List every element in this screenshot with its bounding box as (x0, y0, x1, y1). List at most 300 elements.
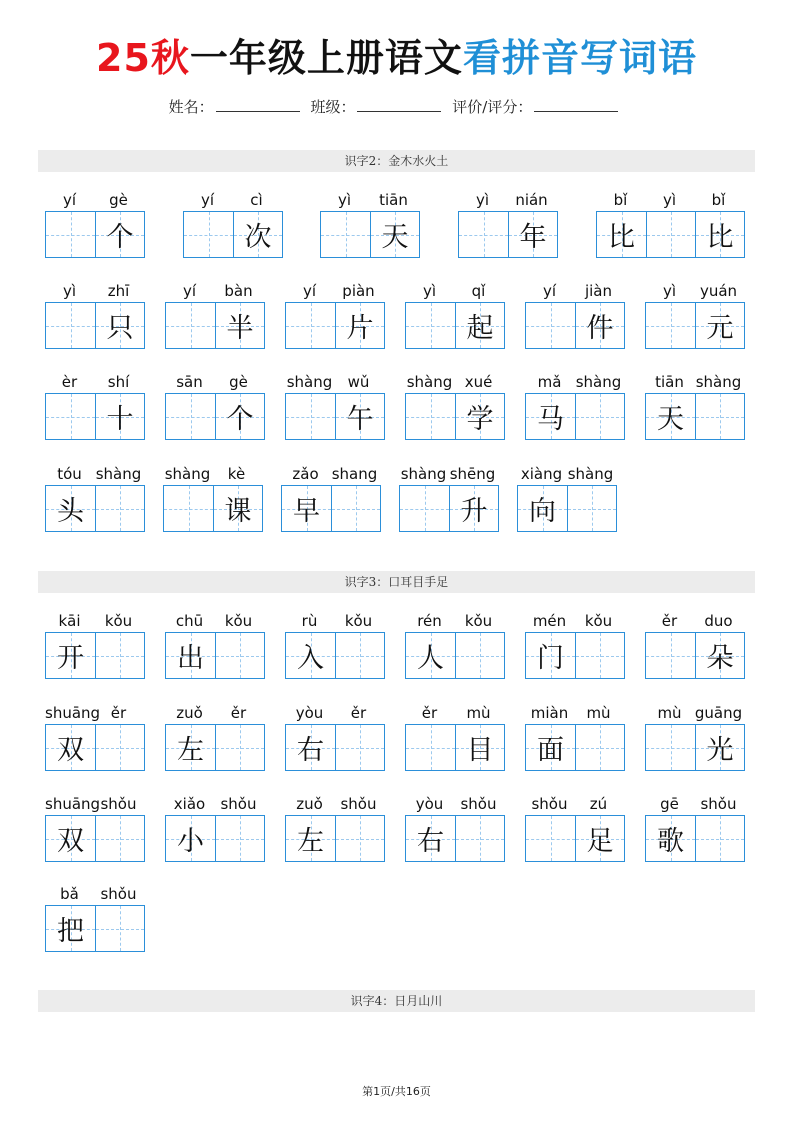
char-cell-blank[interactable] (215, 816, 264, 861)
char-cell-filled (597, 212, 646, 257)
word-item (525, 371, 625, 440)
char-cell-blank[interactable] (406, 725, 455, 770)
char-cell-filled (526, 394, 575, 439)
word-item (45, 371, 145, 440)
pinyin-syllable: zú (589, 795, 608, 813)
tianzige-boxes (163, 485, 263, 532)
char-cell-filled (518, 486, 567, 531)
pinyin-row (525, 793, 625, 815)
pinyin-syllable: kǒu (464, 612, 493, 630)
hanzi-char: 右 (417, 826, 444, 857)
pinyin-row (281, 463, 381, 485)
pinyin-row (525, 610, 625, 632)
pinyin-row (165, 793, 265, 815)
pinyin-syllable: bàn (224, 282, 253, 300)
char-cell-filled (575, 303, 624, 348)
pinyin-syllable: nián (515, 191, 548, 209)
pinyin-syllable: yuán (699, 282, 738, 300)
char-cell-blank[interactable] (695, 816, 744, 861)
score-label: 评价/评分： (452, 98, 533, 116)
tianzige-boxes (320, 211, 420, 258)
char-cell-filled (406, 633, 455, 678)
pinyin-syllable: rù (301, 612, 318, 630)
hanzi-char: 足 (586, 826, 614, 857)
char-cell-filled (646, 394, 695, 439)
tianzige-boxes (285, 393, 385, 440)
char-cell-blank[interactable] (646, 212, 695, 257)
char-cell-blank[interactable] (575, 394, 624, 439)
pinyin-syllable: bǐ (613, 191, 628, 209)
pinyin-syllable: bǎ (60, 885, 79, 903)
hanzi-char: 出 (177, 643, 204, 674)
hanzi-char: 门 (537, 643, 564, 674)
char-cell-blank[interactable] (164, 486, 213, 531)
pinyin-syllable: gè (109, 191, 128, 209)
pinyin-syllable: ěr (350, 704, 367, 722)
pinyin-syllable: rén (417, 612, 442, 630)
hanzi-char: 起 (466, 313, 494, 344)
tianzige-boxes (517, 485, 617, 532)
tianzige-boxes (285, 815, 385, 862)
tianzige-boxes (596, 211, 745, 258)
char-cell-filled (166, 816, 215, 861)
word-item (285, 280, 385, 349)
pinyin-syllable: èr (61, 373, 78, 391)
char-cell-blank[interactable] (166, 394, 215, 439)
char-cell-filled (215, 303, 264, 348)
tianzige-boxes (645, 393, 745, 440)
pinyin-row (596, 189, 745, 211)
pinyin-row (45, 793, 145, 815)
hanzi-char: 头 (57, 496, 84, 527)
title-term: 25秋 (96, 36, 190, 80)
pinyin-row (45, 280, 145, 302)
tianzige-boxes (525, 724, 625, 771)
char-cell-filled (575, 816, 624, 861)
word-item (399, 463, 499, 532)
hanzi-char: 午 (346, 404, 374, 435)
word-item (645, 702, 745, 771)
char-cell-blank[interactable] (400, 486, 449, 531)
pinyin-row (645, 702, 745, 724)
pinyin-syllable: bǐ (711, 191, 726, 209)
char-cell-filled (46, 633, 95, 678)
char-cell-filled (46, 906, 95, 951)
pinyin-syllable: shang (331, 465, 378, 483)
char-cell-filled (455, 303, 504, 348)
word-item (285, 793, 385, 862)
char-cell-blank[interactable] (184, 212, 233, 257)
pinyin-syllable: yòu (415, 795, 444, 813)
pinyin-row (320, 189, 420, 211)
pinyin-syllable: yòu (295, 704, 324, 722)
tianzige-boxes (45, 485, 145, 532)
word-item (281, 463, 381, 532)
tianzige-boxes (525, 815, 625, 862)
word-item (45, 610, 145, 679)
tianzige-boxes (405, 393, 505, 440)
word-item (645, 793, 745, 862)
hanzi-char: 左 (297, 826, 324, 857)
pinyin-syllable: xiǎo (173, 795, 206, 813)
hanzi-char: 件 (586, 313, 614, 344)
word-item (405, 371, 505, 440)
pinyin-row (165, 702, 265, 724)
tianzige-boxes (405, 724, 505, 771)
pinyin-syllable: wǔ (347, 373, 370, 391)
tianzige-boxes (405, 632, 505, 679)
word-item (285, 610, 385, 679)
char-cell-blank[interactable] (567, 486, 616, 531)
tianzige-boxes (525, 632, 625, 679)
pinyin-row (183, 189, 283, 211)
char-cell-blank[interactable] (95, 816, 144, 861)
tianzige-boxes (458, 211, 558, 258)
word-item (45, 189, 145, 258)
hanzi-char: 歌 (657, 826, 684, 857)
char-cell-filled (286, 725, 335, 770)
word-item (405, 702, 505, 771)
tianzige-boxes (165, 815, 265, 862)
pinyin-syllable: zhī (107, 282, 130, 300)
pinyin-row (405, 793, 505, 815)
pinyin-syllable: zuǒ (176, 704, 203, 722)
tianzige-boxes (645, 815, 745, 862)
char-cell-blank[interactable] (46, 212, 95, 257)
tianzige-boxes (45, 302, 145, 349)
char-cell-blank[interactable] (526, 816, 575, 861)
tianzige-boxes (645, 302, 745, 349)
char-cell-filled (335, 303, 384, 348)
pinyin-syllable: mén (532, 612, 567, 630)
hanzi-char: 个 (226, 404, 254, 435)
pinyin-syllable: yì (62, 282, 77, 300)
tianzige-boxes (645, 724, 745, 771)
char-cell-blank[interactable] (646, 633, 695, 678)
name-blank[interactable] (216, 97, 300, 112)
pinyin-syllable: sān (176, 373, 203, 391)
pinyin-syllable: kè (227, 465, 246, 483)
hanzi-char: 年 (519, 222, 547, 253)
char-cell-filled (526, 633, 575, 678)
pinyin-syllable: shǒu (220, 795, 257, 813)
hanzi-char: 人 (417, 643, 444, 674)
pinyin-syllable: shǒu (460, 795, 497, 813)
word-item (45, 793, 145, 862)
title-topic: 看拼音写词语 (462, 36, 697, 80)
tianzige-boxes (45, 815, 145, 862)
class-label: 班级： (310, 98, 356, 116)
char-cell-blank[interactable] (646, 303, 695, 348)
hanzi-char: 双 (57, 735, 84, 766)
name-label: 姓名： (168, 98, 214, 116)
pinyin-syllable: mù (466, 704, 491, 722)
hanzi-char: 个 (106, 222, 134, 253)
pinyin-syllable: yí (542, 282, 557, 300)
word-item (517, 463, 617, 532)
char-cell-filled (166, 725, 215, 770)
word-item (183, 189, 283, 258)
char-cell-blank[interactable] (95, 906, 144, 951)
word-item (405, 280, 505, 349)
pinyin-row (645, 793, 745, 815)
pinyin-syllable: yí (62, 191, 77, 209)
page-title (0, 30, 793, 86)
pinyin-syllable: chū (175, 612, 204, 630)
tianzige-boxes (165, 393, 265, 440)
pinyin-syllable: shǒu (100, 885, 137, 903)
hanzi-char: 马 (537, 404, 564, 435)
pinyin-syllable: shuāng (45, 795, 101, 813)
char-cell-blank[interactable] (166, 303, 215, 348)
pinyin-row (285, 793, 385, 815)
pinyin-syllable: mù (657, 704, 682, 722)
page-footer: 第1页/共16页 (362, 1085, 431, 1098)
pinyin-syllable: guāng (694, 704, 743, 722)
hanzi-char: 把 (57, 916, 84, 947)
word-item (458, 189, 558, 258)
pinyin-syllable: shǒu (700, 795, 737, 813)
char-cell-filled (406, 816, 455, 861)
pinyin-syllable: yì (662, 191, 677, 209)
word-item (165, 280, 265, 349)
pinyin-syllable: shuāng (45, 704, 101, 722)
word-item (45, 883, 145, 952)
word-item (285, 371, 385, 440)
word-item (405, 610, 505, 679)
char-cell-blank[interactable] (335, 725, 384, 770)
tianzige-boxes (165, 302, 265, 349)
char-cell-filled (286, 816, 335, 861)
char-cell-filled (95, 303, 144, 348)
hanzi-char: 开 (57, 643, 84, 674)
pinyin-syllable: ěr (421, 704, 438, 722)
hanzi-char: 只 (106, 313, 134, 344)
char-cell-filled (526, 725, 575, 770)
char-cell-blank[interactable] (286, 394, 335, 439)
pinyin-syllable: yì (337, 191, 352, 209)
pinyin-row (405, 702, 505, 724)
hanzi-char: 左 (177, 735, 204, 766)
char-cell-blank[interactable] (95, 633, 144, 678)
pinyin-syllable: shēng (449, 465, 496, 483)
char-cell-filled (449, 486, 498, 531)
pinyin-row (405, 610, 505, 632)
pinyin-syllable: miàn (530, 704, 569, 722)
tianzige-boxes (45, 724, 145, 771)
pinyin-row (645, 610, 745, 632)
hanzi-char: 双 (57, 826, 84, 857)
tianzige-boxes (645, 632, 745, 679)
pinyin-syllable: yì (662, 282, 677, 300)
pinyin-syllable: qǐ (471, 282, 486, 300)
tianzige-boxes (525, 302, 625, 349)
word-item (405, 793, 505, 862)
word-item (45, 463, 145, 532)
char-cell-filled (286, 633, 335, 678)
char-cell-blank[interactable] (95, 486, 144, 531)
pinyin-syllable: tiān (379, 191, 408, 209)
char-cell-filled (646, 816, 695, 861)
pinyin-syllable: zuǒ (296, 795, 323, 813)
tianzige-boxes (45, 211, 145, 258)
pinyin-syllable: shǒu (340, 795, 377, 813)
tianzige-boxes (285, 632, 385, 679)
word-item (165, 793, 265, 862)
char-cell-filled (695, 212, 744, 257)
char-cell-blank[interactable] (215, 633, 264, 678)
hanzi-char: 早 (293, 496, 320, 527)
pinyin-syllable: kǒu (224, 612, 253, 630)
char-cell-blank[interactable] (215, 725, 264, 770)
char-cell-filled (233, 212, 282, 257)
pinyin-syllable: shàng (164, 465, 211, 483)
pinyin-syllable: shàng (695, 373, 742, 391)
char-cell-blank[interactable] (321, 212, 370, 257)
hanzi-char: 天 (657, 404, 684, 435)
class-blank[interactable] (357, 97, 441, 112)
tianzige-boxes (405, 302, 505, 349)
pinyin-syllable: kāi (58, 612, 81, 630)
char-cell-filled (370, 212, 419, 257)
pinyin-row (45, 883, 145, 905)
pinyin-syllable: gē (660, 795, 679, 813)
char-cell-filled (282, 486, 331, 531)
char-cell-filled (215, 394, 264, 439)
tianzige-boxes (399, 485, 499, 532)
word-item (165, 610, 265, 679)
tianzige-boxes (183, 211, 283, 258)
section-header: 识字4：日月山川 (38, 990, 755, 1012)
pinyin-syllable: piàn (342, 282, 375, 300)
tianzige-boxes (281, 485, 381, 532)
char-cell-filled (455, 725, 504, 770)
char-cell-filled (335, 394, 384, 439)
hanzi-char: 面 (537, 735, 564, 766)
char-cell-filled (46, 725, 95, 770)
pinyin-row (525, 371, 625, 393)
pinyin-syllable: duo (704, 612, 733, 630)
pinyin-syllable: shàng (575, 373, 622, 391)
char-cell-blank[interactable] (455, 816, 504, 861)
pinyin-syllable: xué (464, 373, 493, 391)
student-info-line (0, 96, 793, 117)
word-item (165, 371, 265, 440)
char-cell-blank[interactable] (331, 486, 380, 531)
char-cell-blank[interactable] (455, 633, 504, 678)
word-item (525, 702, 625, 771)
char-cell-blank[interactable] (575, 725, 624, 770)
char-cell-filled (695, 303, 744, 348)
char-cell-blank[interactable] (406, 394, 455, 439)
hanzi-char: 升 (460, 496, 488, 527)
char-cell-filled (46, 816, 95, 861)
word-item (165, 702, 265, 771)
char-cell-blank[interactable] (46, 394, 95, 439)
hanzi-char: 次 (244, 222, 272, 253)
pinyin-syllable: xiàng (520, 465, 563, 483)
hanzi-char: 十 (106, 404, 134, 435)
pinyin-syllable: yì (475, 191, 490, 209)
hanzi-char: 天 (381, 222, 409, 253)
char-cell-blank[interactable] (459, 212, 508, 257)
char-cell-blank[interactable] (335, 816, 384, 861)
tianzige-boxes (405, 815, 505, 862)
pinyin-syllable: shàng (400, 465, 447, 483)
word-item (525, 793, 625, 862)
pinyin-row (525, 280, 625, 302)
word-item (596, 189, 745, 258)
pinyin-syllable: zǎo (292, 465, 319, 483)
pinyin-syllable: jiàn (584, 282, 613, 300)
hanzi-char: 比 (706, 222, 734, 253)
char-cell-filled (46, 486, 95, 531)
score-blank[interactable] (534, 97, 618, 112)
char-cell-filled (213, 486, 262, 531)
hanzi-char: 小 (177, 826, 204, 857)
pinyin-syllable: mù (586, 704, 611, 722)
pinyin-row (163, 463, 263, 485)
char-cell-blank[interactable] (695, 394, 744, 439)
hanzi-char: 片 (346, 313, 374, 344)
char-cell-blank[interactable] (286, 303, 335, 348)
char-cell-filled (95, 212, 144, 257)
pinyin-row (525, 702, 625, 724)
pinyin-syllable: yì (422, 282, 437, 300)
pinyin-row (285, 280, 385, 302)
pinyin-row (405, 280, 505, 302)
pinyin-syllable: shàng (406, 373, 453, 391)
char-cell-filled (95, 394, 144, 439)
hanzi-char: 入 (297, 643, 324, 674)
tianzige-boxes (165, 724, 265, 771)
hanzi-char: 朵 (706, 643, 734, 674)
pinyin-row (165, 371, 265, 393)
pinyin-row (405, 371, 505, 393)
char-cell-blank[interactable] (406, 303, 455, 348)
char-cell-blank[interactable] (526, 303, 575, 348)
word-item (320, 189, 420, 258)
pinyin-row (45, 463, 145, 485)
hanzi-char: 课 (224, 496, 252, 527)
word-item (45, 702, 145, 771)
word-item (285, 702, 385, 771)
char-cell-blank[interactable] (95, 725, 144, 770)
tianzige-boxes (45, 632, 145, 679)
pinyin-row (645, 371, 745, 393)
pinyin-syllable: shàng (567, 465, 614, 483)
char-cell-blank[interactable] (46, 303, 95, 348)
pinyin-syllable: kǒu (584, 612, 613, 630)
pinyin-syllable: gè (229, 373, 248, 391)
section-header: 识字2：金木水火土 (38, 150, 755, 172)
hanzi-char: 向 (529, 496, 556, 527)
char-cell-blank[interactable] (575, 633, 624, 678)
hanzi-char: 元 (706, 313, 734, 344)
pinyin-syllable: yí (182, 282, 197, 300)
pinyin-syllable: kǒu (104, 612, 133, 630)
pinyin-syllable: shí (107, 373, 130, 391)
pinyin-row (458, 189, 558, 211)
word-item (163, 463, 263, 532)
char-cell-blank[interactable] (335, 633, 384, 678)
char-cell-filled (455, 394, 504, 439)
pinyin-row (399, 463, 499, 485)
pinyin-syllable: shǒu (531, 795, 568, 813)
char-cell-blank[interactable] (646, 725, 695, 770)
char-cell-filled (166, 633, 215, 678)
pinyin-syllable: tiān (655, 373, 684, 391)
